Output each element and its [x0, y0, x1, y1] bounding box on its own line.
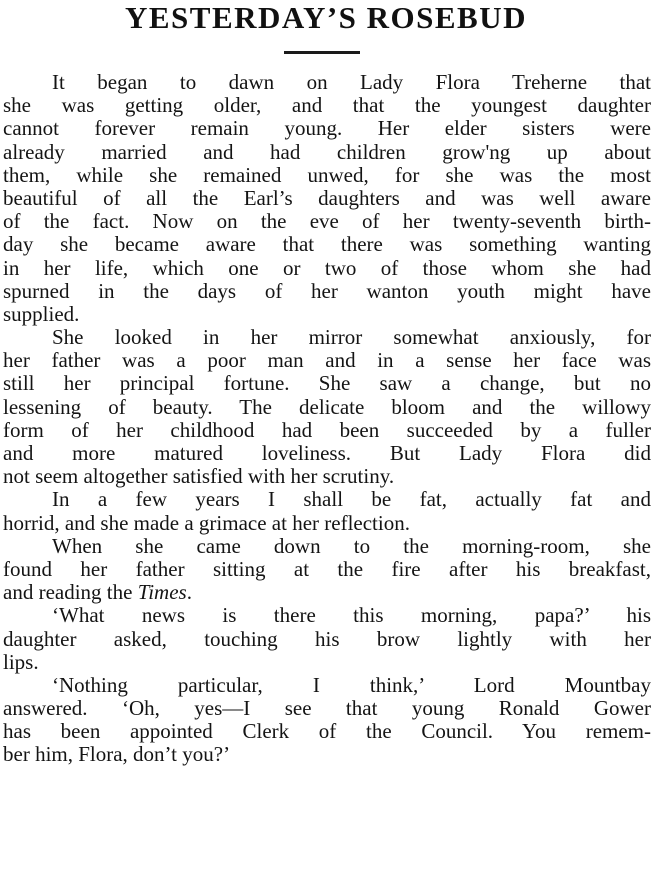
text-line: supplied. — [3, 301, 80, 326]
text-line: When she came down to the morning-room, she — [52, 533, 651, 558]
article-title: YESTERDAY’S ROSEBUD — [124, 0, 528, 35]
newspaper-title: Times — [137, 580, 187, 605]
text-line: day she became aware that there was something wanting — [3, 232, 651, 257]
text-line: still her principal fortune. She saw a change, but no — [3, 371, 651, 396]
text-line: answered. ‘Oh, yes—I see that young Ronald Gower — [3, 696, 651, 721]
text-line: ‘What news is there this morning, papa?’ his — [52, 603, 651, 628]
text-line: cannot forever remain young. Her elder sisters were — [3, 116, 651, 141]
title-rule — [284, 51, 360, 54]
text-line: horrid, and she made a grimace at her reflection. — [3, 510, 410, 535]
text-fragment: . — [186, 580, 192, 605]
text-line: daughter asked, touching his brow lightly with her — [3, 626, 651, 651]
text-line: She looked in her mirror somewhat anxiously, for — [52, 325, 651, 350]
text-line: her father was a poor man and in a sense her face was — [3, 348, 651, 373]
text-line: lessening of beauty. The delicate bloom and the willowy — [3, 394, 651, 419]
text-line: It began to dawn on Lady Flora Treherne that — [52, 70, 651, 94]
text-line: found her father sitting at the fire after his breakfast, — [3, 556, 651, 581]
text-line: of the fact. Now on the eve of her twenty-seventh birth- — [3, 209, 651, 234]
text-line: beautiful of all the Earl’s daughters and was well aware — [3, 185, 651, 210]
text-line: form of her childhood had been succeeded by a fuller — [3, 417, 651, 442]
text-line: has been appointed Clerk of the Council. You remem- — [3, 719, 651, 744]
text-line — [3, 581, 651, 604]
text-line: in her life, which one or two of those whom she had — [3, 255, 651, 280]
text-line: spurned in the days of her wanton youth might have — [3, 278, 651, 303]
text-line: and more matured loveliness. But Lady Flora did — [3, 441, 651, 465]
text-line: ‘Nothing particular, I think,’ Lord Mountbay — [52, 672, 651, 697]
text-line: them, while she remained unwed, for she was the most — [3, 162, 651, 187]
text-line: she was getting older, and that the youngest daughter — [3, 93, 651, 118]
text-line: already married and had children grow'ng up about — [3, 139, 651, 164]
text-line: lips. — [3, 649, 39, 674]
article-body — [3, 71, 651, 767]
text-line: In a few years I shall be fat, actually fat and — [52, 487, 651, 512]
text-line: not seem altogether satisfied with her scrutiny. — [3, 464, 395, 489]
text-line: ber him, Flora, don’t you?’ — [3, 742, 231, 767]
text-fragment: and reading the — [3, 580, 138, 605]
